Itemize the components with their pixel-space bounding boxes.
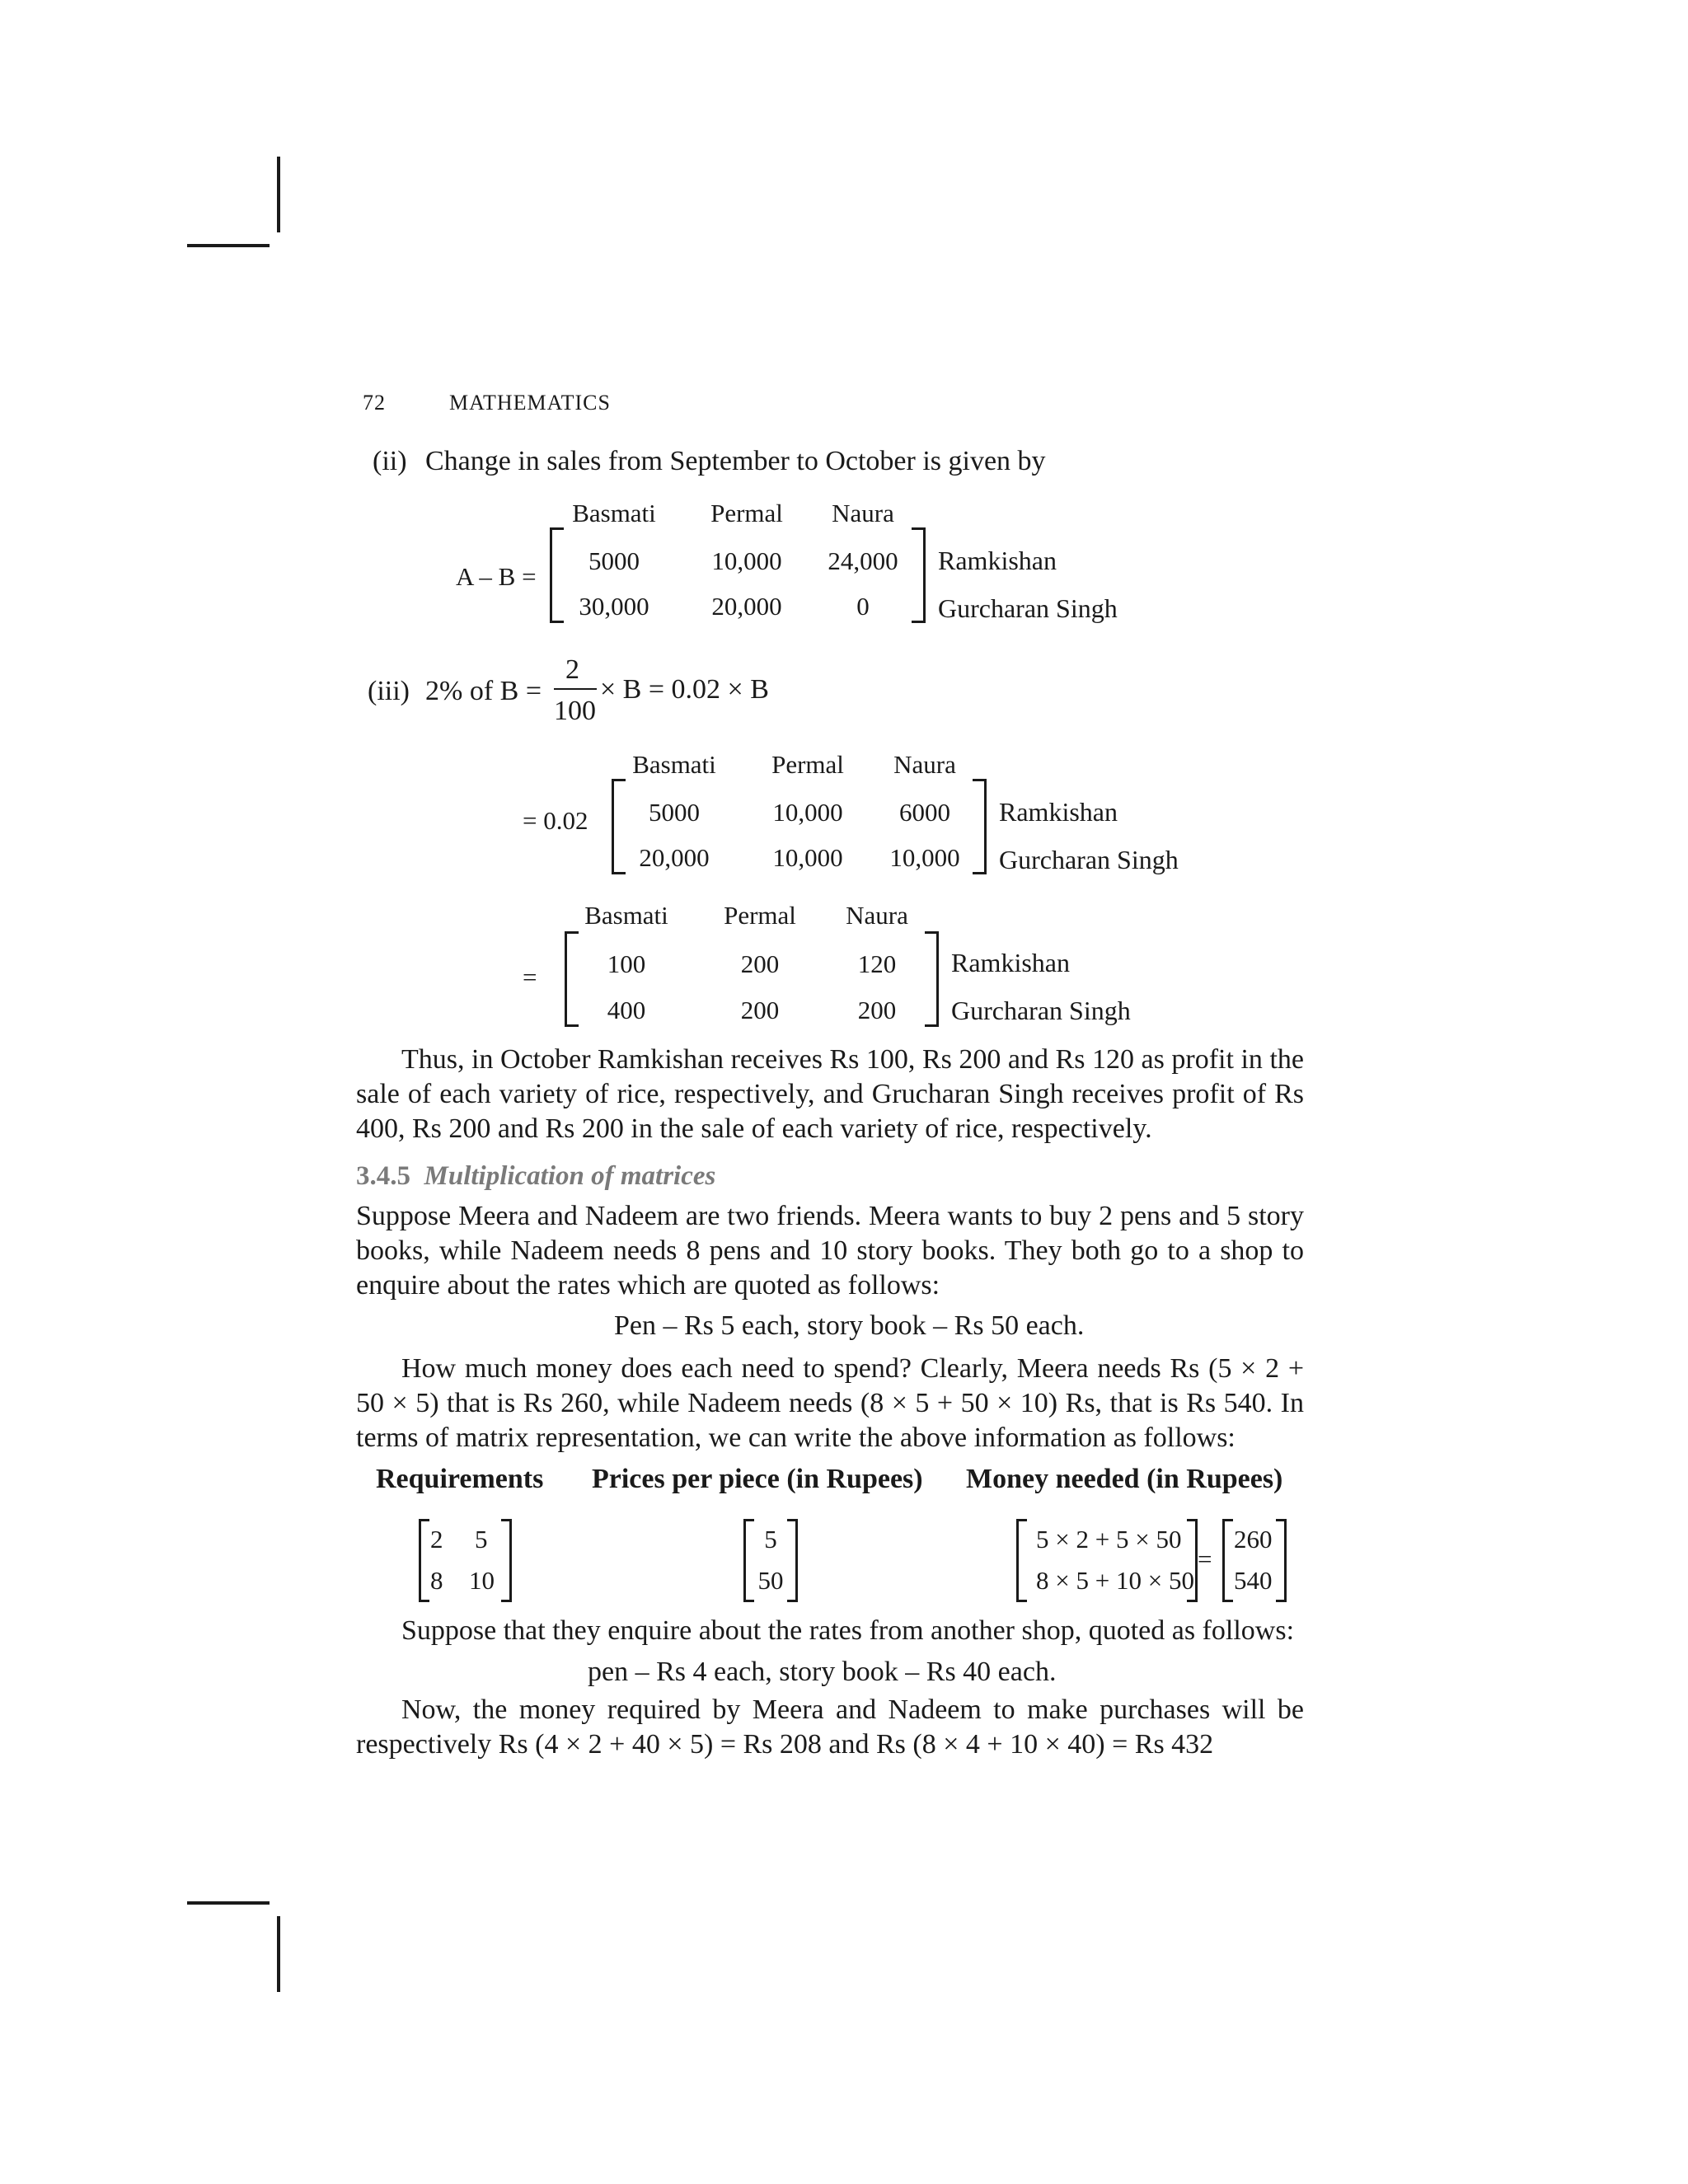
col-header-naura: Naura <box>846 901 908 930</box>
matrix-cell: 5 × 2 + 5 × 50 <box>1036 1525 1182 1554</box>
matrix-cell: 5000 <box>588 546 640 575</box>
section-title: Multiplication of matrices <box>424 1161 716 1191</box>
matrix-cell: 200 <box>740 949 780 978</box>
part-ii-text: Change in sales from September to October is given by <box>425 446 1046 476</box>
row-label-ramkishan: Ramkishan <box>999 797 1118 827</box>
right-bracket <box>501 1519 512 1602</box>
row-label-gurcharan: Gurcharan Singh <box>951 996 1131 1025</box>
matrix-cell: 540 <box>1234 1566 1273 1595</box>
col-header-basmati: Basmati <box>572 499 656 527</box>
col-header-naura: Naura <box>832 499 894 527</box>
row-label-ramkishan: Ramkishan <box>938 546 1057 575</box>
header-requirements: Requirements <box>376 1464 544 1494</box>
part-iii-text-before: 2% of B = <box>425 676 542 706</box>
header-prices: Prices per piece (in Rupees) <box>592 1464 923 1494</box>
crop-mark-top-horizontal <box>187 244 270 247</box>
matrix-cell: 20,000 <box>639 843 710 872</box>
paragraph-how-much: How much money does each need to spend? Clearly, Meera needs Rs (5 × 2 + 50 × 5) that is Rs 260, while Nadeem needs (8 × 5 + 50 × 10) Rs, that is Rs 540. In terms of matrix representation, we can write the above information as follows: <box>356 1353 1304 1453</box>
right-bracket <box>973 779 987 874</box>
matrix-cell: 2 <box>430 1525 443 1554</box>
matrix-cell: 120 <box>857 949 897 978</box>
part-iii-text-after: × B = 0.02 × B <box>600 674 769 705</box>
col-header-permal: Permal <box>724 901 796 930</box>
matrix-cell: 0 <box>856 592 870 621</box>
part-iii-label: (iii) <box>368 676 410 706</box>
crop-mark-top-vertical <box>277 157 280 232</box>
left-bracket <box>1016 1519 1027 1602</box>
matrix-cell: 10,000 <box>711 546 782 575</box>
matrix-lhs: A – B = <box>456 562 537 591</box>
right-bracket <box>912 527 926 623</box>
matrix-cell: 100 <box>607 949 646 978</box>
matrix-cell: 200 <box>857 996 897 1024</box>
matrix-cell: 6000 <box>899 798 950 827</box>
matrix-cell: 10,000 <box>772 843 843 872</box>
row-label-ramkishan: Ramkishan <box>951 948 1070 977</box>
row-label-gurcharan: Gurcharan Singh <box>938 593 1118 623</box>
matrix-cell: 8 × 5 + 10 × 50 <box>1036 1566 1194 1595</box>
matrix-cell: 24,000 <box>828 546 898 575</box>
matrix-prefix: = <box>523 963 537 991</box>
matrix-cell: 5 <box>475 1525 488 1554</box>
part-ii-label: (ii) <box>373 446 407 476</box>
matrix-cell: 10,000 <box>772 798 843 827</box>
paragraph-meera: Suppose Meera and Nadeem are two friends. Meera wants to buy 2 pens and 5 story books, while Nadeem needs 8 pens and 10 story books. They both go to a shop to enquire about the rates which are quoted as follows: <box>356 1201 1304 1301</box>
matrix-cell: 30,000 <box>579 592 649 621</box>
running-title: MATHEMATICS <box>449 391 611 415</box>
fraction-numerator: 2 <box>565 654 579 685</box>
col-header-permal: Permal <box>710 499 783 527</box>
crop-mark-bottom-horizontal <box>187 1901 270 1905</box>
row-label-gurcharan: Gurcharan Singh <box>999 845 1179 874</box>
left-bracket <box>1222 1519 1233 1602</box>
matrix-cell: 200 <box>740 996 780 1024</box>
matrix-cell: 5000 <box>649 798 700 827</box>
matrix-cell: 260 <box>1234 1525 1273 1554</box>
right-bracket <box>925 931 939 1027</box>
equals-sign: = <box>1198 1544 1212 1573</box>
crop-mark-bottom-vertical <box>277 1916 280 1992</box>
matrix-cell: 400 <box>607 996 646 1024</box>
matrix-cell: 10 <box>469 1566 495 1595</box>
col-header-permal: Permal <box>771 750 844 779</box>
rates-line-2: pen – Rs 4 each, story book – Rs 40 each. <box>588 1657 1057 1687</box>
col-header-basmati: Basmati <box>584 901 668 930</box>
col-header-basmati: Basmati <box>632 750 716 779</box>
right-bracket <box>1276 1519 1287 1602</box>
right-bracket <box>1187 1519 1198 1602</box>
rates-line-1: Pen – Rs 5 each, story book – Rs 50 each. <box>614 1310 1085 1341</box>
matrix-cell: 5 <box>764 1525 777 1554</box>
section-heading <box>356 1163 715 1190</box>
page-number: 72 <box>363 391 386 415</box>
paragraph-thus: Thus, in October Ramkishan receives Rs 100, Rs 200 and Rs 120 as profit in the sale of each variety of rice, respectively, and Grucharan Singh receives profit of Rs 400, Rs 200 and Rs 200 in the sale of each variety of rice, respectively. <box>356 1044 1304 1144</box>
fraction-bar <box>554 688 597 690</box>
fraction-denominator: 100 <box>554 696 596 726</box>
matrix-prefix: = 0.02 <box>523 806 588 835</box>
paragraph-now: Now, the money required by Meera and Nadeem to make purchases will be respectively Rs (4 × 2 + 40 × 5) = Rs 208 and Rs (8 × 4 + 10 × 40) = Rs 432 <box>356 1694 1304 1760</box>
paragraph-another-shop: Suppose that they enquire about the rates from another shop, quoted as follows: <box>401 1615 1295 1646</box>
matrix-cell: 10,000 <box>889 843 960 872</box>
right-bracket <box>787 1519 798 1602</box>
section-number: 3.4.5 <box>356 1161 410 1191</box>
header-money: Money needed (in Rupees) <box>966 1464 1283 1494</box>
matrix-cell: 50 <box>757 1566 784 1595</box>
matrix-cell: 8 <box>430 1566 443 1595</box>
col-header-naura: Naura <box>893 750 956 779</box>
matrix-cell: 20,000 <box>711 592 782 621</box>
left-bracket <box>419 1519 429 1602</box>
